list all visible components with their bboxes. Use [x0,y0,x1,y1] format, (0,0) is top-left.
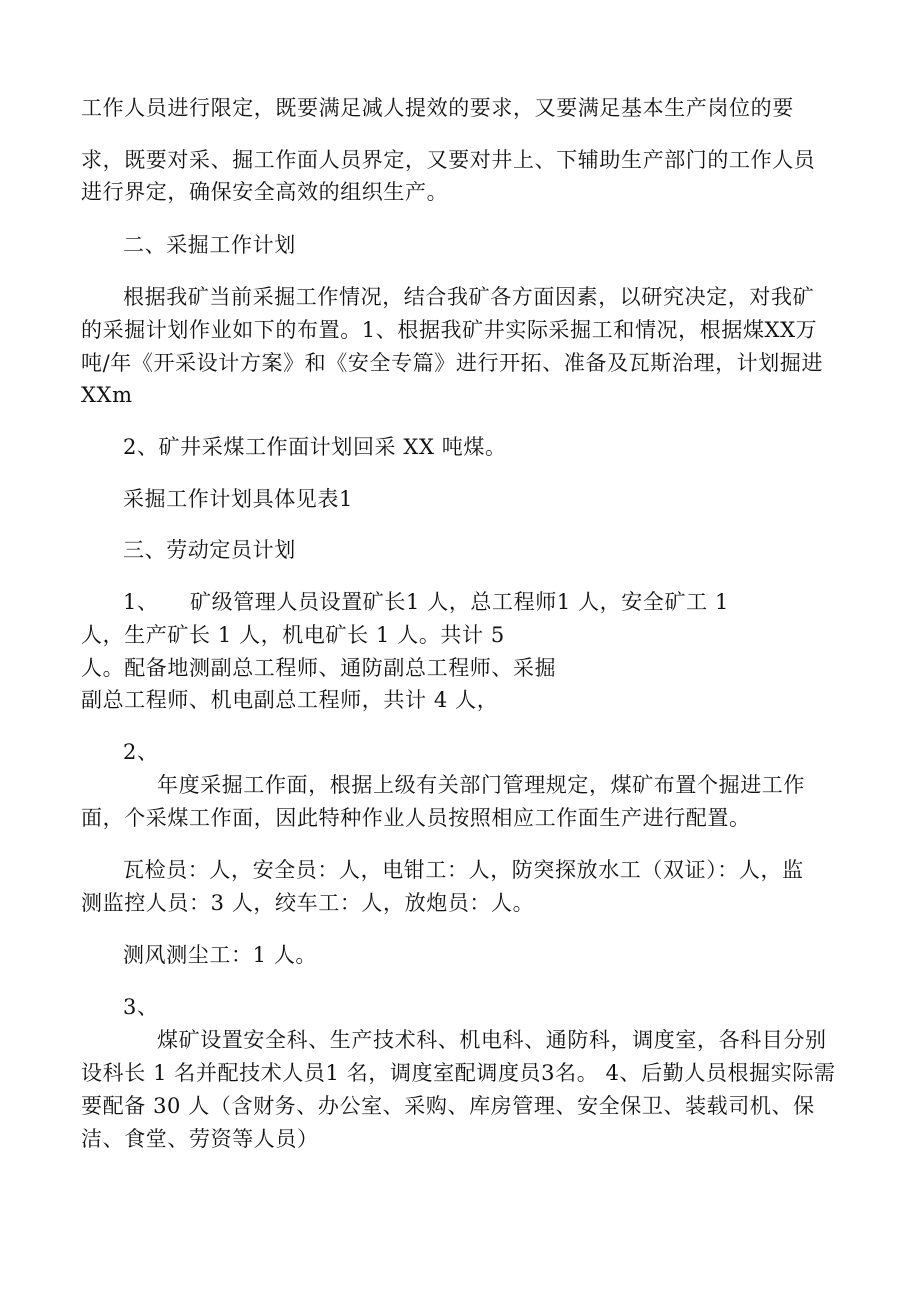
paragraph-line: 根据我矿当前采掘工作情况，结合我矿各方面因素，以研究决定，对我矿 [123,285,815,309]
paragraph-line: 设科长 1 名并配技术人员1 名，调度室配调度员3名。 4、后勤人员根掘实际需 [81,1061,836,1085]
paragraph-line: 测监控人员：3 人，绞车工：人，放炮员：人。 [81,891,535,915]
section-heading: 二、采掘工作计划 [123,233,296,257]
paragraph-line: 瓦检员：人，安全员：人，电钳工：人，防突探放水工（双证）：人，监 [123,858,804,882]
paragraph-line: 进行界定，确保安全高效的组织生产。 [81,180,449,204]
list-number: 3、 [123,995,159,1019]
paragraph-line: 面，个采煤工作面，因此特种作业人员按照相应工作面生产进行配置。 [81,806,751,830]
paragraph-line: 2、矿井采煤工作面计划回采 XX 吨煤。 [123,435,507,459]
paragraph-line: 要配备 30 人（含财务、办公室、采购、库房管理、安全保卫、装载司机、保 [81,1094,815,1118]
paragraph-line: 吨/年《开采设计方案》和《安全专篇》进行开拓、准备及瓦斯治理，计划掘进 [81,351,824,375]
list-number: 2、 [123,740,159,764]
paragraph-line: 的采掘计划作业如下的布置。1、根据我矿井实际采掘工和情况，根据煤XX万 [81,318,818,342]
paragraph-line: 年度采掘工作面，根据上级有关部门管理规定，煤矿布置个掘进工作 [157,773,805,797]
section-heading: 三、劳动定员计划 [123,538,296,562]
paragraph-line: 洁、食堂、劳资等人员） [81,1127,319,1151]
paragraph-line: 矿级管理人员设置矿长1 人，总工程师1 人，安全矿工 1 [190,590,729,614]
list-number: 1、 [123,590,159,614]
paragraph-line: 人。配备地测副总工程师、通防副总工程师、采掘 [81,656,557,680]
paragraph-line: 求，既要对采、掘工作面人员界定，又要对井上、下辅助生产部门的工作人员 [81,148,816,172]
paragraph-line: 煤矿设置安全科、生产技术科、机电科、通防科，调度室，各科目分别 [157,1028,827,1052]
paragraph-line: 采掘工作计划具体见表1 [123,487,353,511]
paragraph-line: XXm [81,383,133,407]
paragraph-line: 测风测尘工：1 人。 [123,943,318,967]
paragraph-line: 副总工程师、机电副总工程师，共计 4 人， [81,688,499,712]
paragraph-line: 工作人员进行限定，既要满足减人提效的要求，又要满足基本生产岗位的要 [81,96,794,120]
paragraph-line: 人，生产矿长 1 人，机电矿长 1 人。共计 5 [81,623,505,647]
